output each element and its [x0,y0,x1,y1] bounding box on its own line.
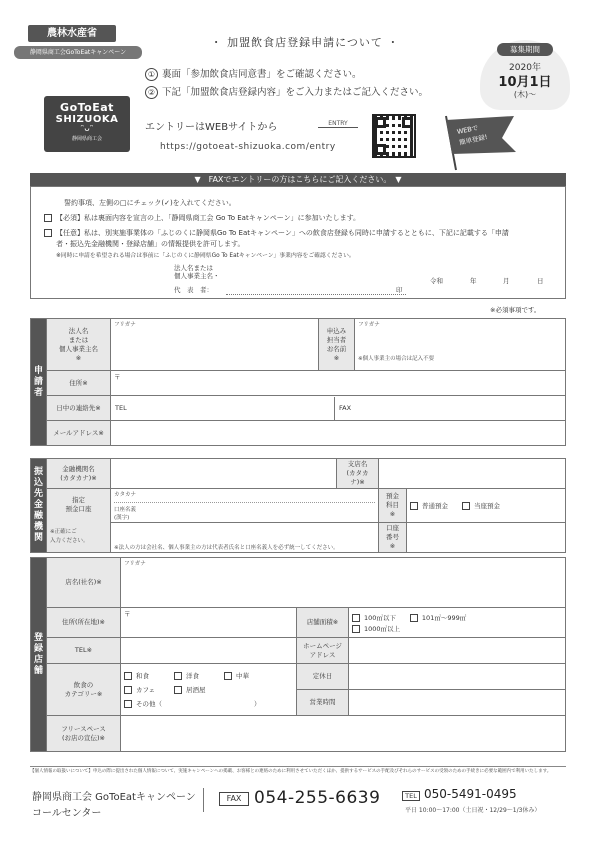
postal-mark: 〒 [114,373,121,381]
washoku-label: 和食 [136,672,149,680]
store-area-options [349,608,566,638]
consent-optional-text: 【任意】私は、別実施事業体の「ふじのくに静岡県Go To Eatキャンペーン」への飲食店登録も同時に申請するとともに、下記に記載する「申請 [56,229,509,237]
furigana-label: フリガナ [114,322,136,328]
gotoeat-logo [44,96,130,152]
deposit-type-field [407,489,566,523]
bank-table [30,458,566,553]
chuka-label: 中華 [236,672,249,680]
callcenter-org: 静岡県商工会 GoToEatキャンペーン [32,792,196,803]
account-holder-field[interactable] [111,489,379,523]
address-label: 住所※ [47,371,111,396]
month-label: 月 [503,277,510,285]
consent-required-text: 【必須】私は裏面内容を宣言の上、「静岡県商工会 Go To Eatキャンペーン」に参加いたします。 [56,214,361,222]
callcenter-name: コールセンター [32,808,102,819]
area-medium-label: 101㎡～999㎡ [421,613,467,622]
current-label: 当座預金 [474,502,500,510]
logo-smile: ᵔᴗᵔ [80,124,94,134]
washoku-checkbox[interactable] [124,672,132,680]
store-address-label: 住所(所在地)※ [47,608,121,638]
bank-name-field[interactable] [111,459,337,489]
optional-checkbox[interactable] [44,229,52,237]
sign-label-1: 法人名または [174,264,213,272]
bank-section-label: 振込先金融機関 [31,459,47,553]
katakana-label: カタカナ [114,492,137,498]
izakaya-checkbox[interactable] [174,686,182,694]
applicant-name-label: 法人名 または 個人事業主名 ※ [47,319,111,371]
branch-label: 支店名 (カタカナ)※ [337,459,379,489]
cafe-label: カフェ [136,686,156,694]
homepage-label: ホームページ アドレス [297,638,349,664]
flag-line2: 簡単登録! [458,133,489,147]
consent-optional [44,228,554,238]
logo-line3: 静岡県商工会 [71,136,102,142]
account-label-text: 指定 預金口座 [65,495,92,513]
current-checkbox[interactable] [462,502,470,510]
store-tel-field[interactable] [121,638,297,664]
period-date: 10月1日 [498,75,552,90]
period-year: 2020年 [509,63,541,73]
daytime-contact-field[interactable] [111,396,566,421]
holiday-field[interactable] [349,664,566,690]
address-field[interactable] [111,371,566,396]
step-number: ② [145,86,158,99]
izakaya-label: 居酒屋 [186,686,206,694]
other-label: その他（ [136,700,162,708]
instruction-text: 裏面「参加飲食店同意書」をご確認ください。 [162,69,362,80]
fax-label-box: FAX [219,792,249,806]
day-label: 日 [537,277,544,285]
fax-label: FAX [339,404,352,412]
ministry-badge: 農林水産省 [28,25,116,42]
homepage-field[interactable] [349,638,566,664]
logo-line1: GoToEat [60,101,114,114]
holiday-label: 定休日 [297,664,349,690]
branch-field[interactable] [379,459,566,489]
qr-code[interactable] [372,114,416,158]
area-large-label: 1000㎡以上 [364,624,401,633]
free-space-label: フリースペース (お店の宣伝)※ [47,716,121,752]
footer-divider [203,788,204,812]
tel-number[interactable]: 050-5491-0495 [424,787,517,801]
store-address-field[interactable] [121,608,297,638]
store-section-label: 登録店舗 [31,558,47,752]
entry-text: エントリーはWEBサイトから [145,122,278,133]
consent-note: ※同時に申請を希望される場合は事前に「ふじのくに静岡県Go To Eatキャンペーン」事業内容をご確認ください。 [56,253,355,259]
email-field[interactable] [111,421,566,446]
tel-label: TEL [115,403,127,412]
store-area-label: 店舗面積※ [297,608,349,638]
holder-kanji-label: 口座名義 (漢字) [114,502,375,521]
area-medium-checkbox[interactable] [410,614,418,622]
consent-required [44,213,360,223]
seal-mark: 印 [396,286,403,294]
privacy-note: 【個人情報の取扱いについて】申込の際に提出された個人情報について、実施キャンペーンへの掲載、お客様との連絡のために利用させていただくほか、提供するサービスの手配及びそれらのサービスの受領のための手続きに必要な範囲内で利用いたします。 [30,766,566,780]
applicant-name-field[interactable] [111,319,319,371]
holder-note-cell [111,523,379,553]
account-number-field[interactable] [407,523,566,553]
logo-line2: SHIZUOKA [55,114,119,125]
daytime-contact-label: 日中の連絡先※ [47,396,111,421]
area-small-label: 100㎡以下 [364,613,396,622]
store-tel-label: TEL※ [47,638,121,664]
era-label: 令和 [430,277,443,285]
hours-label: 営業時間 [297,690,349,716]
other-close: ） [254,700,261,708]
tel-field[interactable] [111,397,335,420]
contact-person-label: 申込み 担当者 お名前 ※ [319,319,355,371]
store-name-field[interactable] [121,558,566,608]
bank-name-label: 金融機関名 (カタカナ)※ [47,459,111,489]
period-label: 募集期間 [497,43,553,56]
qr-corner [375,117,386,128]
store-name-label: 店名(社名)※ [47,558,121,608]
email-label: メールアドレス※ [47,421,111,446]
area-large-checkbox[interactable] [352,625,360,633]
consent-intro: 誓約事項、左側の□にチェック(✓)を入れてください。 [64,199,236,207]
tel-label-box: TEL [402,791,420,801]
contact-person-field[interactable] [355,319,566,371]
hours-field[interactable] [349,690,566,716]
store-table [30,557,566,752]
yoshoku-checkbox[interactable] [174,672,182,680]
page-title: ・ 加盟飲食店登録申請について ・ [210,36,400,49]
free-space-field[interactable] [121,716,566,752]
cafe-checkbox[interactable] [124,686,132,694]
entry-url[interactable]: https://gotoeat-shizuoka.com/entry [160,142,336,152]
year-label: 年 [470,277,477,285]
accuracy-note: ※正確にご 入力ください。 [50,528,89,544]
fax-field[interactable] [335,404,351,412]
required-note: ※必須事項です。 [490,306,541,314]
qr-corner [375,144,386,155]
furigana-label: フリガナ [124,561,146,567]
fax-number: 054-255-6639 [254,788,381,808]
sign-label-3: 代 表 者： [174,286,213,294]
category-options [121,664,297,716]
flag-line1: WEBで [456,123,479,137]
instruction-2 [145,84,428,99]
ordinary-label: 普通預金 [422,502,448,510]
instruction-text: 下記「加盟飲食店登録内容」をご入力またはご記入ください。 [162,87,429,98]
yoshoku-label: 洋食 [186,672,199,680]
consent-optional-cont: 者・振込先金融機関・登録店舗」の情報提供を許可します。 [56,240,245,248]
chuka-checkbox[interactable] [224,672,232,680]
applicant-table [30,318,566,446]
qr-corner [402,117,413,128]
deposit-type-label: 預金 科目 ※ [379,489,407,523]
applicant-section-label: 申請者 [31,319,47,446]
period-weekday: (木)～ [513,90,537,99]
account-number-label: 口座 番号 ※ [379,523,407,553]
account-label [47,489,111,553]
fax-section-bar: ▼ FAXでエントリーの方はこちらにご記入ください。 ▼ [30,173,566,186]
holder-note: ※法人の方は会社名、個人事業主の方は代表者氏名と口座名義人を必ず統一してください。 [114,545,339,551]
area-small-checkbox[interactable] [352,614,360,622]
postal-mark: 〒 [124,610,131,618]
furigana-label: フリガナ [358,322,380,328]
campaign-tag: 静岡県商工会GoToEatキャンペーン [14,46,142,59]
category-label: 飲食の カテゴリー※ [47,664,121,716]
entry-arrow: ENTRY [318,120,358,128]
ordinary-checkbox[interactable] [410,502,418,510]
sign-label-2: 個人事業主名・ [174,272,220,280]
step-number: ① [145,68,158,81]
instruction-1 [145,66,362,81]
signature-line[interactable] [226,294,406,295]
other-checkbox[interactable] [124,700,132,708]
required-checkbox[interactable] [44,214,52,222]
callcenter-hours: 平日 10:00～17:00（土日祝・12/29～1/3休み） [405,807,541,814]
person-note: ※個人事業主の場合は記入不要 [358,356,435,362]
